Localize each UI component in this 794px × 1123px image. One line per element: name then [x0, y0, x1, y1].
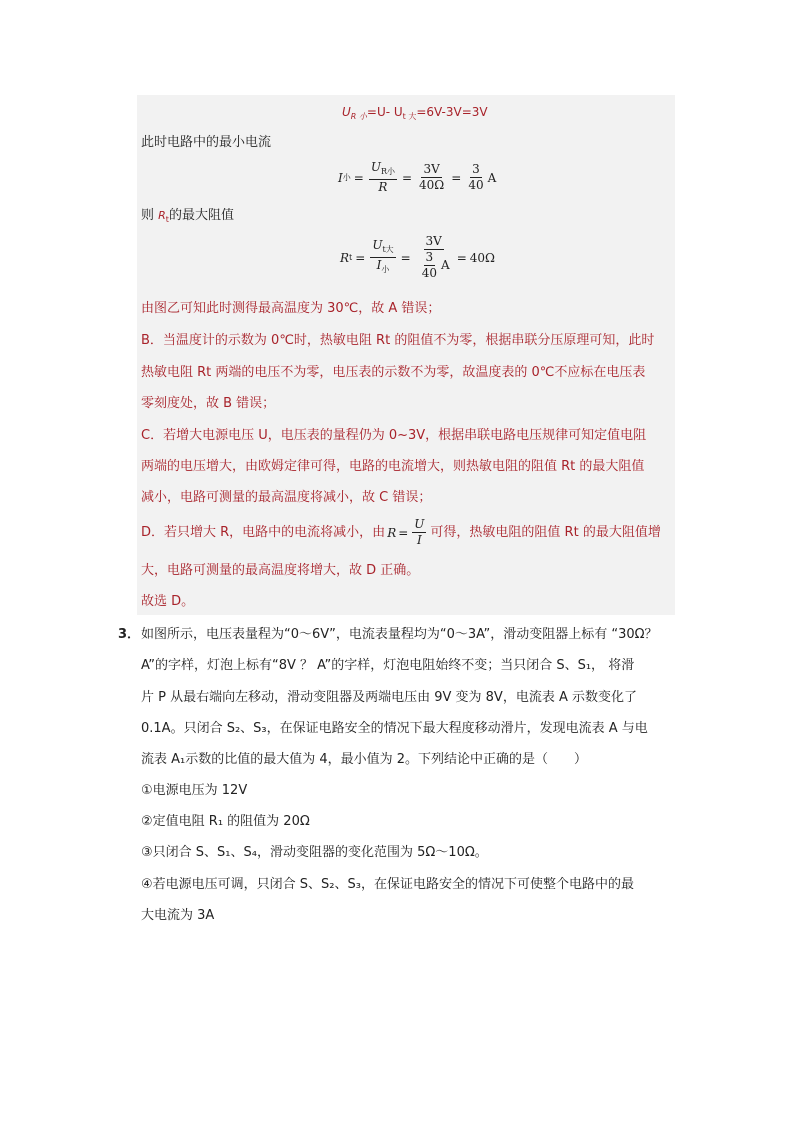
option-4-line-2: 大电流为 3A — [141, 908, 215, 923]
option-c-line-3: 减小，电路可测量的最高温度将减小，故 C 错误； — [141, 490, 432, 505]
option-b-line-1: B．当温度计的示数为 0℃时，热敏电阻 Rt 的阻值不为零，根据串联分压原理可知，此时 — [141, 333, 655, 348]
option-b-line-3: 零刻度处，故 B 错误； — [141, 396, 276, 411]
f2-inner-frac — [420, 250, 439, 281]
f2-n1-sub: t大 — [382, 245, 394, 254]
option-b-line-2: 热敏电阻 Rt 两端的电压不为零，电压表的示数不为零，故温度表的 0℃不应标在电压表 — [141, 365, 646, 380]
question-line-2: A”的字样，灯泡上标有“8V ？ A”的字样，灯泡电阻始终不变；当只闭合 S、S₁， 将滑 — [141, 658, 635, 673]
question-number: 3． — [118, 627, 141, 642]
min-current-text: 此时电路中的最小电流 — [141, 135, 272, 150]
f1-unit: A — [487, 170, 497, 185]
ut-sub: t 大 — [402, 112, 417, 121]
question-line-5: 流表 A₁示数的比值的最大值为 4，最小值为 2。下列结论中正确的是（ ） — [141, 752, 588, 767]
current-formula: I 小 = $\frac{U_{R小}}{R}$ = $\frac{3V}{40\Omega}$ = $\frac{3}{40}$ A — [338, 160, 497, 194]
resistance-formula: R t = $\frac{U_{t大}}{I_小}$ = 3V $\frac{3}{40}$ A = 40Ω — [340, 234, 495, 280]
f2-d2u: A — [441, 258, 450, 272]
f2-n2: 3V — [425, 234, 442, 248]
question-line-1: 如图所示，电压表量程为“0～6V”，电流表量程均为“0～3A”，滑动变阻器上标有 “30Ω？ — [141, 627, 658, 642]
option-2: ②定值电阻 R₁ 的阻值为 20Ω — [141, 814, 310, 829]
option-c-line-1: C．若增大电源电压 U，电压表的量程仍为 0~3V，根据串联电路电压规律可知定值电阻 — [141, 428, 647, 443]
option-c-line-2: 两端的电压增大，由欧姆定律可得，电路的电流增大，则热敏电阻的阻值 Rt 的最大阻值 — [141, 459, 645, 474]
f1-frac1 — [369, 160, 397, 195]
rt-post: 的最大阻值 — [168, 208, 234, 223]
rt-max-text — [141, 207, 234, 229]
rt-pre: 则 — [141, 208, 159, 223]
u-symbol: U — [342, 105, 351, 119]
rt-var: R — [158, 209, 166, 222]
option-d-line-1: D．若只增大 R，电路中的电流将减小，由 R = $\frac{U}{I}$ 可得，热敏电阻的阻值 Rt 的最大阻值增 — [141, 517, 661, 547]
option-1: ①电源电压为 12V — [141, 783, 248, 798]
option-d-line-2: 大，电路可测量的最高温度将增大，故 D 正确。 — [141, 563, 420, 578]
f1-n1: U — [370, 160, 381, 174]
f2-d1-sub: 小 — [381, 265, 390, 274]
d-post: 可得，热敏电阻的阻值 Rt 的最大阻值增 — [430, 524, 661, 540]
u-sub: R 小 — [350, 112, 367, 121]
f1-n2: 3V — [423, 162, 440, 176]
eq-mid: =U- U — [366, 105, 403, 119]
voltage-equation — [342, 103, 488, 126]
f2-d2n: 3 — [425, 250, 434, 264]
option-4-line-1: ④若电源电压可调，只闭合 S、S₂、S₃，在保证电路安全的情况下可使整个电路中的最 — [141, 877, 634, 892]
f1-lhs-sub: 小 — [342, 173, 351, 182]
f1-lhs: I — [338, 170, 343, 185]
question-line-4: 0.1A。只闭合 S₂、S₃，在保证电路安全的情况下最大程度移动滑片，发现电流表 A 与电 — [141, 721, 648, 736]
f2-frac2 — [416, 234, 452, 281]
f2-d2d: 40 — [421, 266, 438, 280]
f1-frac2 — [417, 162, 446, 193]
d-den: I — [416, 533, 422, 547]
f1-n3: 3 — [472, 162, 480, 176]
d-frac — [412, 517, 426, 548]
rt-sub: t — [165, 215, 169, 224]
f2-frac1 — [370, 238, 395, 277]
f1-d1: R — [378, 180, 388, 194]
f1-n1-sub: R小 — [380, 167, 395, 176]
option-3: ③只闭合 S、S₁、S₄，滑动变阻器的变化范围为 5Ω～10Ω。 — [141, 845, 488, 860]
d-pre: D．若只增大 R，电路中的电流将减小，由 — [141, 524, 386, 540]
question-line-3: 片 P 从最右端向左移动，滑动变阻器及两端电压由 9V 变为 8V，电流表 A 示数变化了 — [141, 690, 637, 705]
f2-lhs: R — [340, 250, 350, 265]
d-num: U — [414, 517, 425, 531]
f1-d2: 40Ω — [419, 178, 445, 192]
f2-d1: I — [376, 258, 382, 272]
f2-n1: U — [372, 238, 383, 252]
conclusion-a: 由图乙可知此时测得最高温度为 30℃，故 A 错误； — [141, 301, 441, 316]
f2-result: 40Ω — [469, 250, 495, 265]
f1-frac3 — [466, 162, 485, 193]
eq-end: =6V-3V=3V — [416, 105, 488, 119]
f2-lhs-sub: t — [349, 253, 353, 262]
d-lhs: R — [387, 525, 397, 540]
f1-d3: 40 — [468, 178, 484, 192]
final-answer: 故选 D。 — [141, 594, 195, 609]
